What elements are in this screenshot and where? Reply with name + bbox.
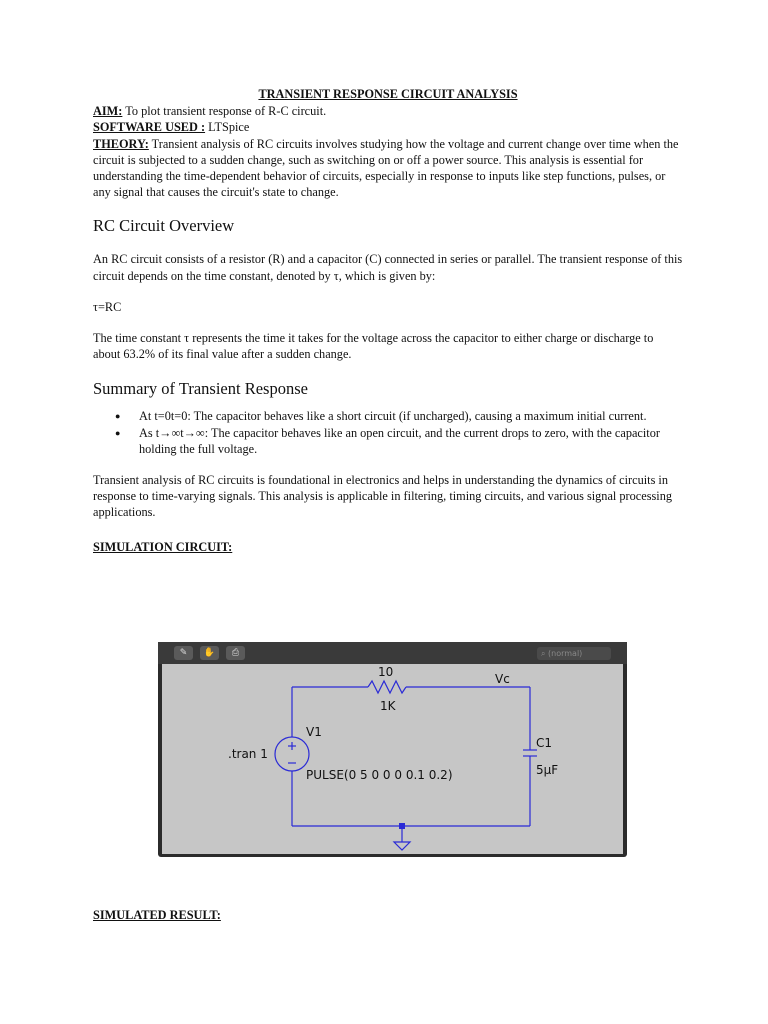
software-line <box>93 119 683 135</box>
rc-schematic <box>162 664 623 854</box>
aim-text: To plot transient response of R-C circuit. <box>122 104 327 119</box>
capacitor-value: 5µF <box>536 763 559 777</box>
aim-line <box>93 103 683 119</box>
document-title: TRANSIENT RESPONSE CIRCUIT ANALYSIS <box>258 87 518 101</box>
resistor-top-label: 10 <box>378 665 394 679</box>
summary-list <box>93 408 683 457</box>
summary-bullet-1: ● At t=0t=0: The capacitor behaves like a short circuit (if uncharged), causing a maximum initial current. <box>139 408 683 424</box>
summary-bullet-2: ● As t→∞t→∞: The capacitor behaves like an open circuit, and the current drops to zero, with the capacitor holding the full voltage. <box>139 425 683 457</box>
search-icon: ⌕ <box>541 649 546 658</box>
node-label-vc: Vc <box>495 672 510 686</box>
ltspice-screenshot <box>158 642 627 857</box>
rc-overview-para2: The time constant τ represents the time it takes for the voltage across the capacitor to either charge or discharge to about 63.2% of its final value after a sudden change. <box>93 331 654 362</box>
rc-overview-para1: An RC circuit consists of a resistor (R) and a capacitor (C) connected in series or parallel. The transient response of this circuit depends on the time constant, denoted by τ, which is given by: <box>93 252 683 283</box>
schematic-canvas[interactable] <box>162 664 623 854</box>
schematic-wires <box>292 681 537 850</box>
document-body <box>93 86 683 521</box>
summary-conclusion: Transient analysis of RC circuits is foundational in electronics and helps in understanding the dynamics of circuits in response to time-varying signals. This analysis is applicable in filtering, timing circuits, and various signal processing applications. <box>93 473 672 520</box>
ltspice-toolbar <box>158 642 627 664</box>
tran-directive: .tran 1 <box>228 747 268 761</box>
resistor-symbol <box>368 681 406 693</box>
theory-text: Transient analysis of RC circuits involves studying how the voltage and current change over time when the circuit is subjected to a sudden change, such as switching on or off a power source. This analysis is essential for understanding the time-dependent behavior of circuits, especially in response to inputs like step functions, pulses, or any signal that causes the circuit's state to change. <box>93 136 679 200</box>
pulse-spec: PULSE(0 5 0 0 0 0.1 0.2) <box>306 768 453 782</box>
resistor-value: 1K <box>380 699 396 713</box>
capacitor-name: C1 <box>536 736 553 750</box>
software-text: LTSpice <box>205 120 250 135</box>
voltage-source <box>275 737 309 771</box>
print-icon[interactable]: ⎙ <box>226 646 245 660</box>
time-constant-formula: τ=RC <box>93 299 122 314</box>
aim-label: AIM: <box>93 104 123 119</box>
rc-overview-heading: RC Circuit Overview <box>93 216 235 236</box>
theory-label: THEORY: <box>93 136 149 151</box>
ground-node-dot <box>399 823 405 829</box>
wire-tool-icon[interactable]: ✎ <box>174 646 193 660</box>
simulation-circuit-label: SIMULATION CIRCUIT: <box>93 540 233 554</box>
summary-heading: Summary of Transient Response <box>93 379 308 399</box>
simulated-result-label: SIMULATED RESULT: <box>93 908 221 922</box>
software-label: SOFTWARE USED : <box>93 120 206 135</box>
ground-symbol <box>394 842 410 850</box>
source-name: V1 <box>306 725 322 739</box>
search-field[interactable] <box>537 647 611 660</box>
theory-paragraph <box>93 136 683 201</box>
hand-tool-icon[interactable]: ✋ <box>200 646 219 660</box>
search-placeholder: (normal) <box>548 649 583 658</box>
